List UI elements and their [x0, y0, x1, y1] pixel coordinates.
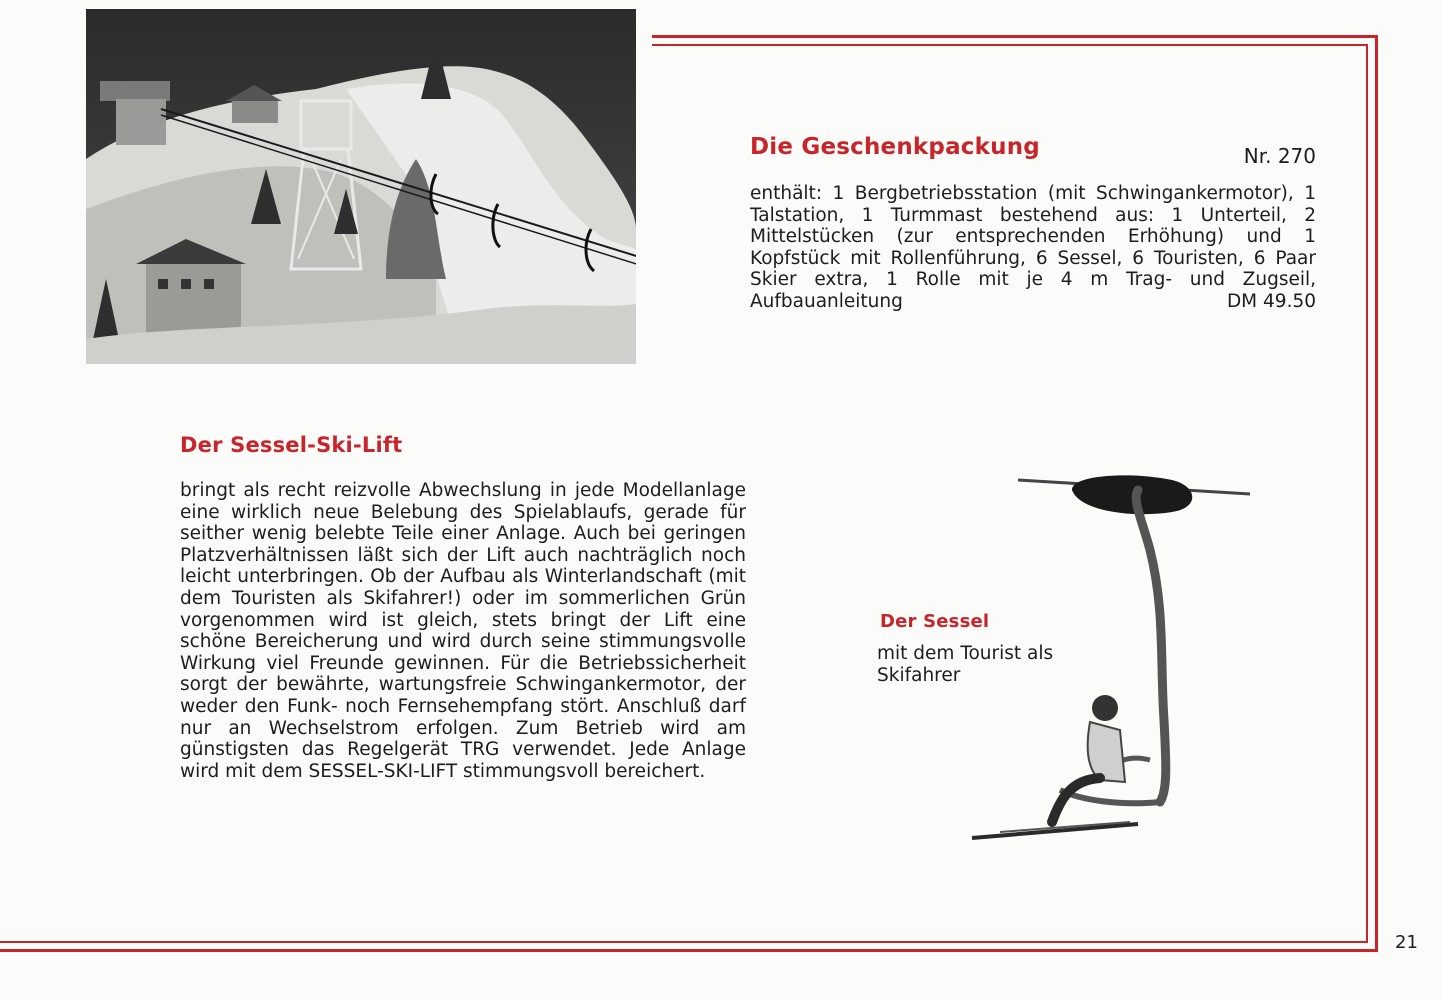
gift-pack-description-block	[750, 183, 1316, 313]
gift-pack-price: DM 49.50	[1226, 290, 1316, 312]
gift-pack-number: Nr. 270	[1243, 144, 1316, 168]
gift-pack-description: enthält: 1 Bergbetriebsstation (mit Schwingankermotor), 1 Talstation, 1 Turmmast bestehend aus: 1 Unterteil, 2 Mittelstücken (zur entsprechenden Erhöhung) und 1 Kopfstück mit Rollenführung, 6 Sessel, 6 Touristen, 6 Paar Skier extra, 1 Rolle mit je 4 m Trag- und Zugseil, Aufbauanleitung	[750, 183, 1316, 312]
frame-top-line-inner	[652, 44, 1368, 46]
frame-top-line-outer	[652, 35, 1377, 38]
gift-pack-title: Die Geschenkpackung	[750, 134, 1040, 160]
ski-lift-title: Der Sessel-Ski-Lift	[180, 433, 403, 457]
page-number: 21	[1395, 932, 1418, 953]
frame-right-line-outer	[1375, 35, 1378, 952]
frame-right-line-inner	[1366, 44, 1368, 943]
frame-bottom-line-outer	[0, 949, 1378, 952]
ski-lift-model-photo	[86, 9, 636, 364]
chair-caption-title: Der Sessel	[880, 611, 990, 632]
frame-bottom-line-inner	[0, 941, 1368, 943]
chair-caption-text: mit dem Tourist als Skifahrer	[877, 643, 1054, 686]
ski-lift-description: bringt als recht reizvolle Abwechslung in jede Modellanlage eine wirklich neue Belebung des Spielablaufs, gerade für seither wenig belebte Teile einer Anlage. Auch bei geringen Platzverhältnissen läßt sich der Lift auch nachträglich noch leicht unterbringen. Ob der Aufbau als Winterlandschaft (mit dem Touristen als Skifahrer!) oder im sommerlichen Grün vorgenommen wird ist gleich, stets bringt der Lift eine schöne Bereicherung und wird durch seine stimmungsvolle Wirkung viel Freunde gewinnen. Für die Betriebssicherheit sorgt der bewährte, wartungsfreie Schwingankermotor, der weder den Funk- noch Fernsehempfang stört. Anschluß darf nur an Wechselstrom erfolgen. Zum Betrieb wird am günstigsten das Regelgerät TRG verwendet. Jede Anlage wird mit dem SESSEL-SKI-LIFT stimmungsvoll bereichert.	[180, 480, 746, 782]
